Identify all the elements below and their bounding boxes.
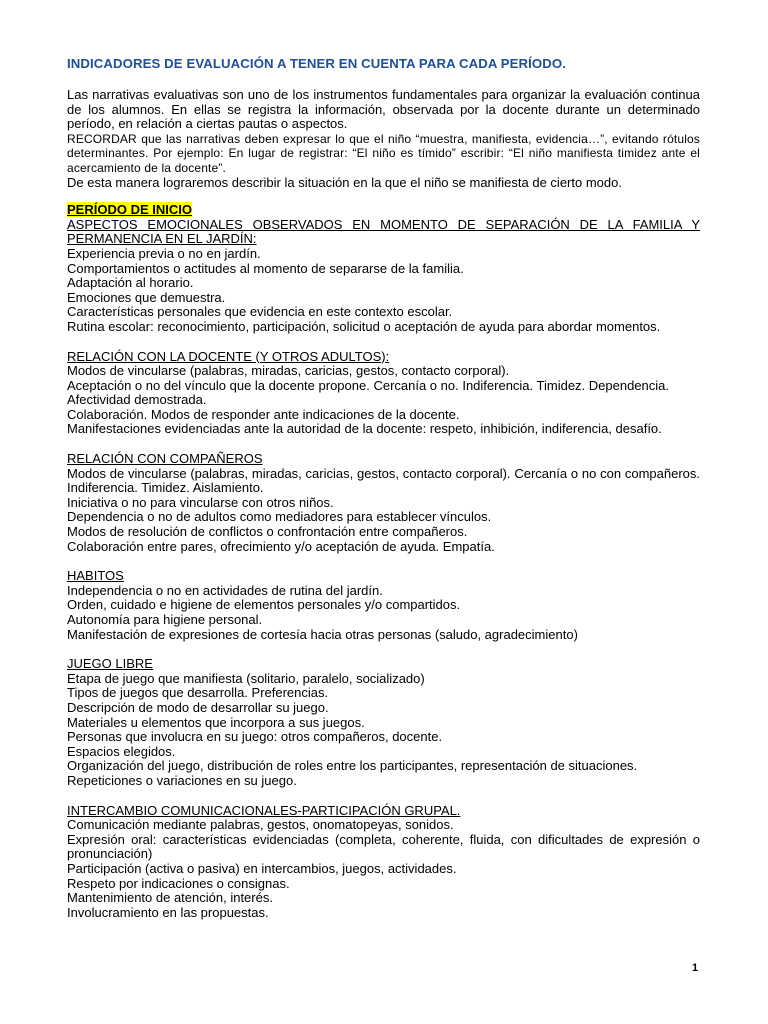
indicator-item: Expresión oral: características evidenciadas (completa, coherente, fluida, con dificultades de expresión o pronunciación) (67, 831, 700, 862)
section (67, 452, 700, 554)
section-title: JUEGO LIBRE (67, 656, 153, 672)
section (67, 804, 700, 921)
section-title: RELACIÓN CON COMPAÑEROS (67, 451, 263, 467)
indicator-item: Involucramiento en las propuestas. (67, 904, 269, 920)
indicator-item: Colaboración entre pares, ofrecimiento y/o aceptación de ayuda. Empatía. (67, 538, 495, 554)
indicator-item: Modos de vincularse (palabras, miradas, caricias, gestos, contacto corporal). (67, 363, 510, 379)
indicator-item: Autonomía para higiene personal. (67, 612, 263, 627)
indicator-item: Descripción de modo de desarrollar su juego. (67, 699, 329, 715)
page-number: 1 (692, 962, 699, 974)
indicator-item: Mantenimiento de atención, interés. (67, 890, 273, 906)
indicator-item: Iniciativa o no para vincularse con otros niños. (67, 494, 334, 510)
section-title: RELACIÓN CON LA DOCENTE (Y OTROS ADULTOS): (67, 348, 390, 364)
document-page (67, 56, 700, 920)
indicator-item: Dependencia o no de adultos como mediadores para establecer vínculos. (67, 509, 492, 525)
indicator-item: Espacios elegidos. (67, 743, 176, 759)
section (67, 657, 700, 788)
indicator-item: Experiencia previa o no en jardín. (67, 245, 261, 261)
section (67, 350, 700, 438)
intro (67, 88, 700, 190)
indicator-item: Comportamientos o actitudes al momento de separarse de la familia. (67, 260, 464, 276)
intro-paragraph: Las narrativas evaluativas son uno de los instrumentos fundamentales para organizar la evaluación continua de los alumnos. En ellas se registra la información, observada por la docente durante un determinado período, en relación a ciertas pautas o aspectos. (67, 87, 700, 132)
indicator-item: Modos de resolución de conflictos o confrontación entre compañeros. (67, 524, 468, 540)
section-title: ASPECTOS EMOCIONALES OBSERVADOS EN MOMENTO DE SEPARACIÓN DE LA FAMILIA Y PERMANENCIA EN EL JARDÍN: (67, 216, 700, 247)
periodo-heading-block (67, 203, 700, 218)
indicator-item: Rutina escolar: reconocimiento, participación, solicitud o aceptación de ayuda para abordar momentos. (67, 318, 661, 334)
section (67, 218, 700, 335)
indicator-item: Manifestación de expresiones de cortesía hacia otras personas (saludo, agradecimiento) (67, 626, 578, 642)
indicator-item: Participación (activa o pasiva) en intercambios, juegos, actividades. (67, 860, 457, 876)
sections (67, 218, 700, 921)
indicator-item: Colaboración. Modos de responder ante indicaciones de la docente. (67, 406, 460, 422)
section-title: INTERCAMBIO COMUNICACIONALES-PARTICIPACIÓN GRUPAL. (67, 802, 461, 818)
indicator-item: Aceptación o no del vínculo que la docente propone. Cercanía o no. Indiferencia. Timidez. Dependencia. (67, 377, 670, 393)
indicator-item: Respeto por indicaciones o consignas. (67, 875, 290, 891)
indicator-item: Materiales u elementos que incorpora a sus juegos. (67, 714, 365, 730)
indicator-item: Comunicación mediante palabras, gestos, onomatopeyas, sonidos. (67, 817, 454, 833)
indicator-item: Repeticiones o variaciones en su juego. (67, 772, 297, 788)
indicator-item: Características personales que evidencia en este contexto escolar. (67, 304, 453, 320)
intro-conclusion: De esta manera lograremos describir la situación en la que el niño se manifiesta de cierto modo. (67, 174, 622, 190)
intro-recordar: RECORDAR que las narrativas deben expresar lo que el niño “muestra, manifiesta, evidencia…”, evitando rótulos determinantes. Por ejemplo: En lugar de registrar: “El niño es tímido” escribir: “El niño manifiesta timidez ante el acercamiento de la docente”. (67, 131, 700, 175)
indicator-item: Orden, cuidado e higiene de elementos personales y/o compartidos. (67, 597, 461, 613)
indicator-item: Tipos de juegos que desarrolla. Preferencias. (67, 685, 329, 701)
periodo-heading: PERÍODO DE INICIO (67, 202, 192, 218)
indicator-item: Organización del juego, distribución de roles entre los participantes, representación de situaciones. (67, 758, 638, 774)
indicator-item: Etapa de juego que manifiesta (solitario, paralelo, socializado) (67, 670, 425, 686)
indicator-item: Adaptación al horario. (67, 275, 194, 291)
indicator-item: Emociones que demuestra. (67, 289, 226, 305)
indicator-item: Personas que involucra en su juego: otros compañeros, docente. (67, 729, 443, 745)
indicator-item: Independencia o no en actividades de rutina del jardín. (67, 582, 383, 598)
document-title: INDICADORES DE EVALUACIÓN A TENER EN CUENTA PARA CADA PERÍODO. (67, 56, 567, 71)
indicator-item: Modos de vincularse (palabras, miradas, caricias, gestos, contacto corporal). Cercanía o no con compañeros. Indiferencia. Timidez. Aislamiento. (67, 465, 700, 496)
indicator-item: Manifestaciones evidenciadas ante la autoridad de la docente: respeto, inhibición, indiferencia, desafío. (67, 421, 662, 437)
section (67, 569, 700, 642)
indicator-item: Afectividad demostrada. (67, 392, 207, 408)
section-title: HABITOS (67, 568, 124, 584)
